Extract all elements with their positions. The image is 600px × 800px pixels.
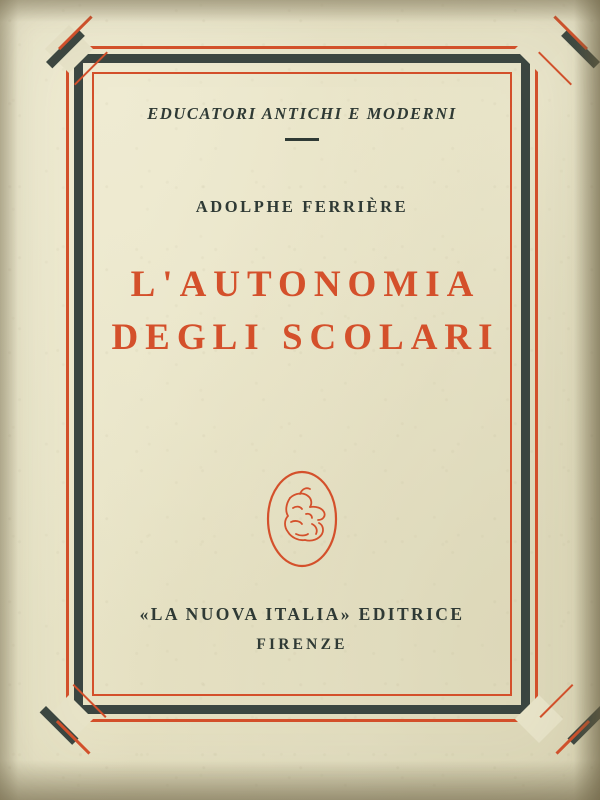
frame-corner-rule-br-red-inner (539, 684, 573, 718)
frame-corner-rule-bl-red-outer (56, 720, 91, 755)
publisher-name: «LA NUOVA ITALIA» EDITRICE (139, 604, 465, 624)
book-title-line-1: L'AUTONOMIA (130, 264, 481, 305)
frame-corner-rule-tr-red-inner (538, 51, 572, 85)
author-name: ADOLPHE FERRIÈRE (195, 197, 409, 216)
cover-content (92, 72, 512, 696)
frame-corner-rule-tl-red-outer (58, 15, 93, 50)
frame-corner-rule-br-dark (567, 706, 600, 745)
book-title-line-2: DEGLI SCOLARI (111, 316, 500, 358)
imprint-block (92, 604, 512, 654)
edge-shading-top (0, 0, 600, 22)
edge-shading-left (0, 0, 18, 800)
frame-corner-rule-tr-dark (561, 29, 600, 68)
series-divider-rule (285, 138, 319, 141)
edge-shading-right (574, 0, 600, 800)
book-title (92, 259, 512, 364)
frame-corner-rule-br-red-outer (555, 720, 590, 755)
edge-shading-bottom (0, 760, 600, 800)
publisher-city: FIRENZE (256, 636, 348, 653)
publisher-emblem-icon (260, 464, 344, 574)
frame-corner-rule-tr-red-outer (553, 15, 588, 50)
series-title: EDUCATORI ANTICHI E MODERNI (147, 104, 457, 123)
